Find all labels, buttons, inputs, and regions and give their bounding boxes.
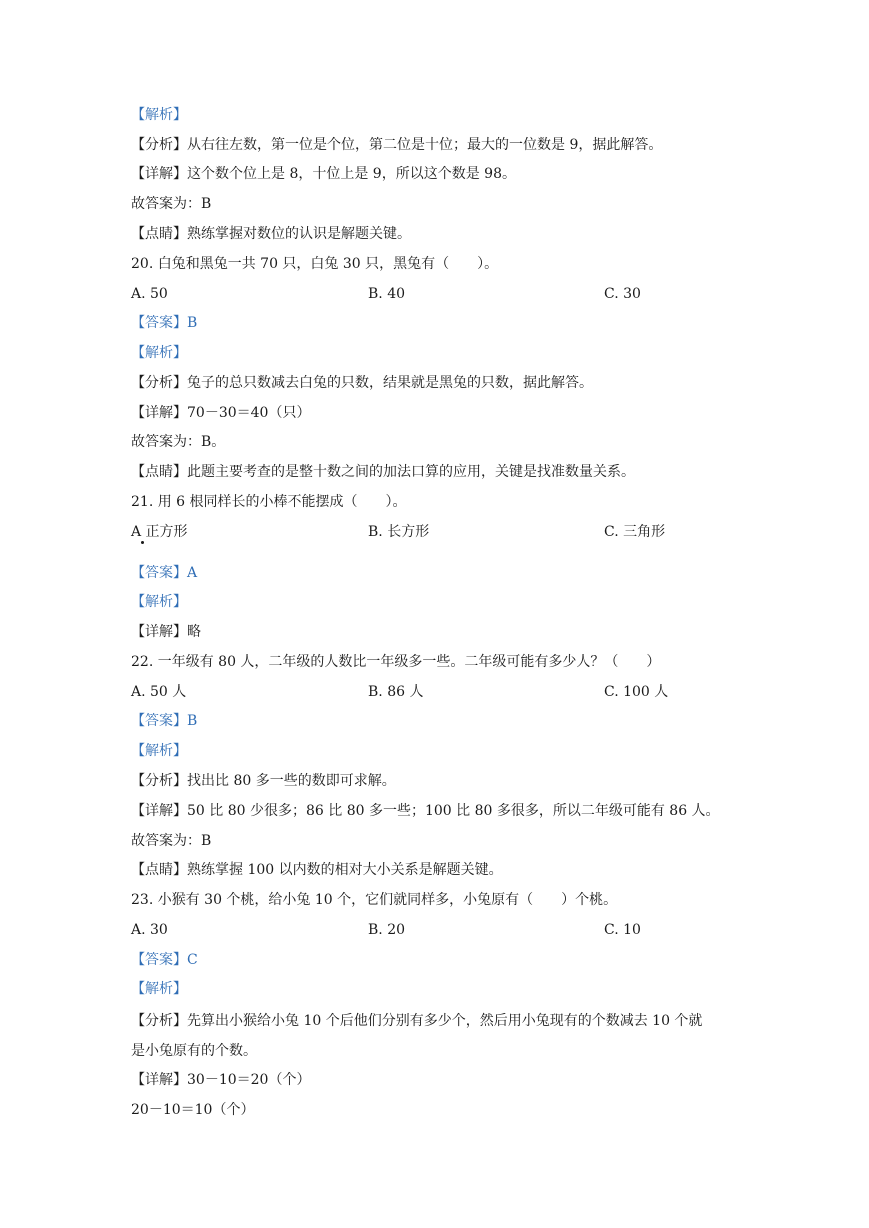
q21-option-c: C. 三角形 bbox=[604, 524, 666, 540]
q22-option-a: A. 50 人 bbox=[131, 684, 187, 700]
analysis-line: 【分析】从右往左数，第一位是个位，第二位是十位；最大的一位数是 9，据此解答。 bbox=[131, 137, 663, 153]
q22-key-point: 【点睛】熟练掌握 100 以内数的相对大小关系是解题关键。 bbox=[131, 862, 503, 878]
q23-detail: 【详解】30－10＝20（个） bbox=[131, 1072, 311, 1088]
dot-mark bbox=[141, 541, 144, 544]
question-21: 21. 用 6 根同样长的小棒不能摆成（ ）。 bbox=[131, 494, 407, 510]
q22-answer: 【答案】B bbox=[131, 713, 198, 729]
q22-detail: 【详解】50 比 80 少很多；86 比 80 多一些；100 比 80 多很多，所以二年级可能有 86 人。 bbox=[131, 803, 720, 819]
q21-answer: 【答案】A bbox=[131, 565, 198, 581]
q21-analysis-tag: 【解析】 bbox=[131, 594, 187, 610]
q21-option-a: A 正方形 bbox=[131, 524, 188, 540]
q22-option-b: B. 86 人 bbox=[368, 684, 424, 700]
q22-analysis-tag: 【解析】 bbox=[131, 743, 187, 759]
question-20: 20. 白兔和黑兔一共 70 只，白兔 30 只，黑兔有（ ）。 bbox=[131, 256, 499, 272]
q23-analysis-line1: 【分析】先算出小猴给小兔 10 个后他们分别有多少个，然后用小兔现有的个数减去 10 个就 bbox=[131, 1013, 703, 1029]
key-point-line: 【点睛】熟练掌握对数位的认识是解题关键。 bbox=[131, 226, 411, 242]
q20-answer-statement: 故答案为：B。 bbox=[131, 434, 226, 450]
question-22: 22. 一年级有 80 人，二年级的人数比一年级多一些。二年级可能有多少人？（ ） bbox=[131, 654, 661, 670]
q20-analysis: 【分析】兔子的总只数减去白兔的只数，结果就是黑兔的只数，据此解答。 bbox=[131, 375, 593, 391]
question-23: 23. 小猴有 30 个桃，给小兔 10 个，它们就同样多，小兔原有（ ）个桃。 bbox=[131, 892, 618, 908]
q21-detail: 【详解】略 bbox=[131, 624, 201, 640]
q20-option-c: C. 30 bbox=[604, 286, 641, 302]
q21-option-b: B. 长方形 bbox=[368, 524, 430, 540]
answer-statement: 故答案为：B bbox=[131, 196, 212, 212]
q23-answer: 【答案】C bbox=[131, 952, 198, 968]
q20-analysis-tag: 【解析】 bbox=[131, 345, 187, 361]
q23-option-a: A. 30 bbox=[131, 922, 168, 938]
detail-line: 【详解】这个数个位上是 8，十位上是 9，所以这个数是 98。 bbox=[131, 166, 516, 182]
q20-option-b: B. 40 bbox=[368, 286, 406, 302]
q20-key-point: 【点睛】此题主要考查的是整十数之间的加法口算的应用，关键是找准数量关系。 bbox=[131, 464, 635, 480]
q23-analysis-line2: 是小兔原有的个数。 bbox=[131, 1043, 257, 1059]
q22-option-c: C. 100 人 bbox=[604, 684, 669, 700]
q20-detail: 【详解】70－30＝40（只） bbox=[131, 405, 311, 421]
q23-calculation: 20－10＝10（个） bbox=[131, 1102, 255, 1118]
analysis-tag: 【解析】 bbox=[131, 107, 187, 123]
q23-option-b: B. 20 bbox=[368, 922, 406, 938]
q20-answer: 【答案】B bbox=[131, 315, 198, 331]
q22-analysis: 【分析】找出比 80 多一些的数即可求解。 bbox=[131, 773, 396, 789]
q20-option-a: A. 50 bbox=[131, 286, 168, 302]
q23-analysis-tag: 【解析】 bbox=[131, 981, 187, 997]
q22-answer-statement: 故答案为：B bbox=[131, 833, 212, 849]
q23-option-c: C. 10 bbox=[604, 922, 641, 938]
